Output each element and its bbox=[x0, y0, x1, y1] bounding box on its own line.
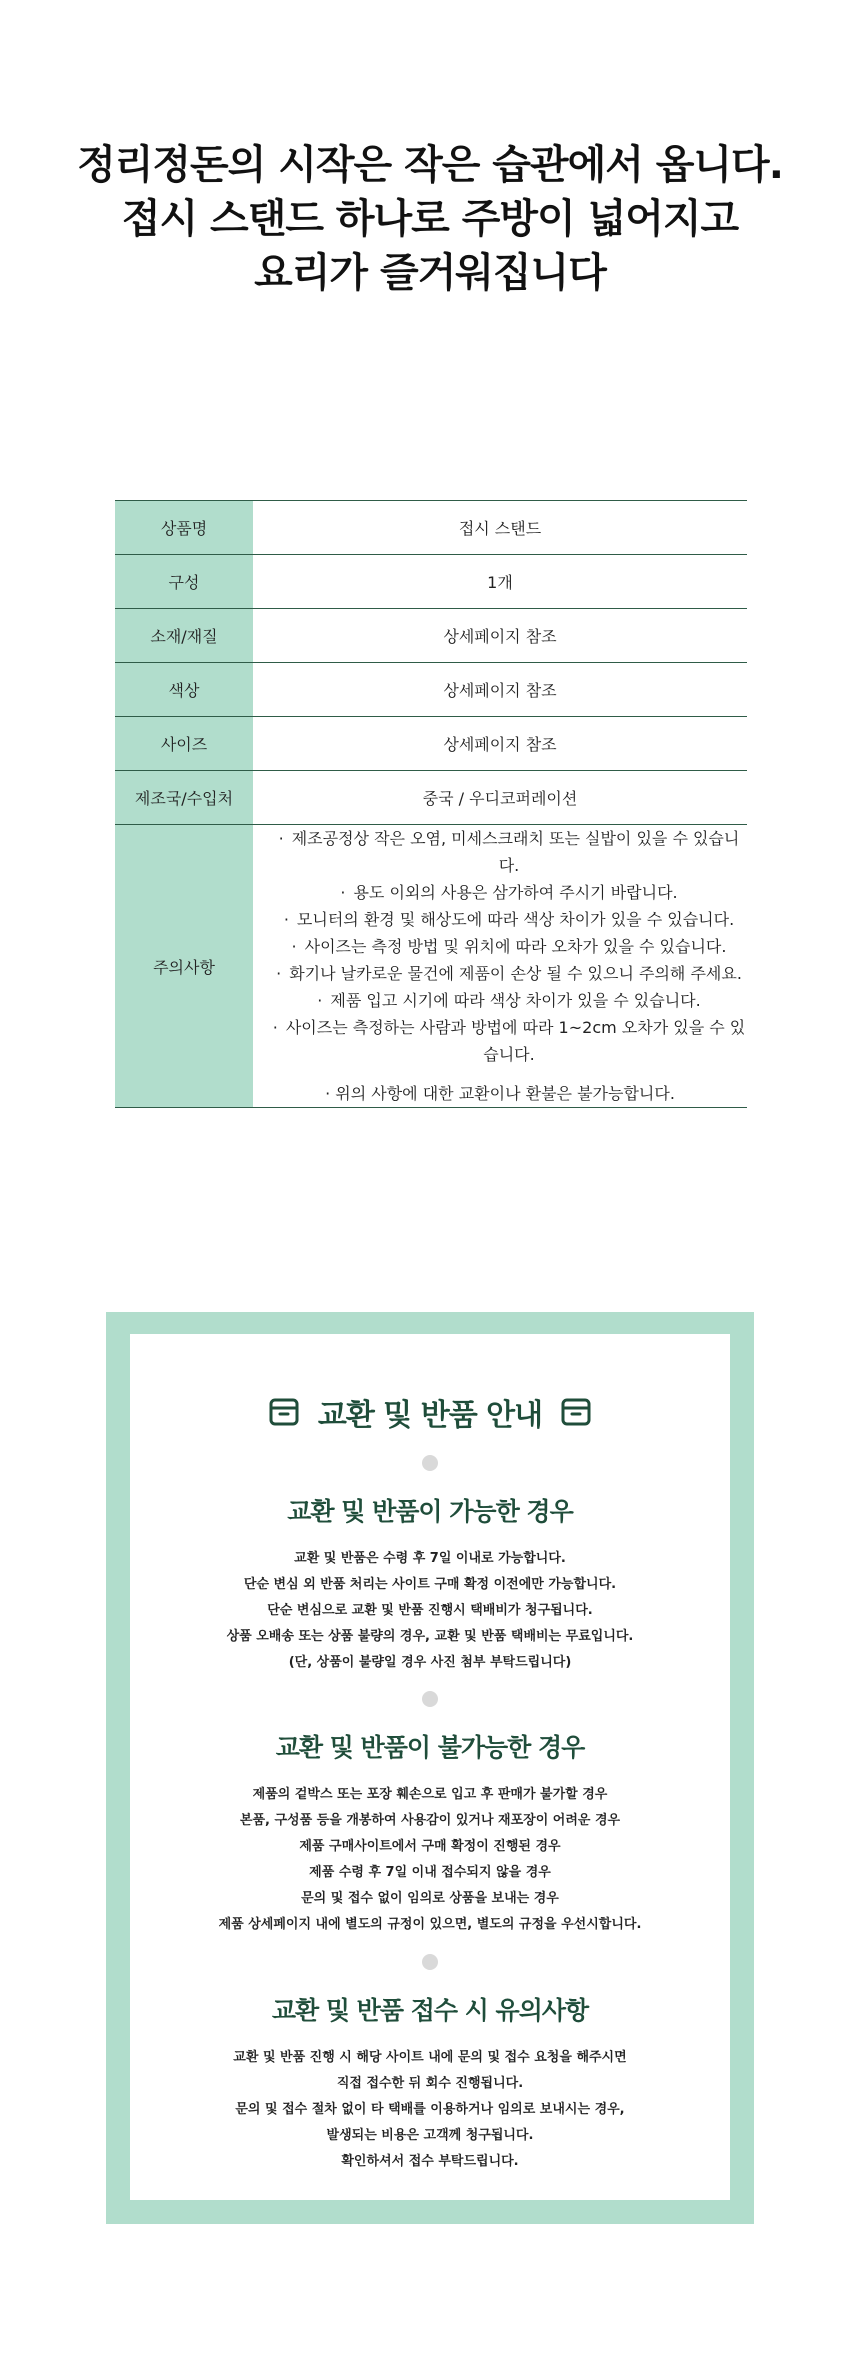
hero-headline bbox=[0, 138, 860, 300]
row-value: 상세페이지 참조 bbox=[253, 663, 747, 717]
section-title: 교환 및 반품 접수 시 유의사항 bbox=[271, 1996, 589, 2025]
section-body bbox=[130, 2045, 730, 2175]
table-row bbox=[115, 555, 747, 609]
row-label: 사이즈 bbox=[115, 717, 253, 771]
table-row bbox=[115, 609, 747, 663]
table-row bbox=[115, 501, 747, 555]
hero-line: 요리가 즐거워집니다 bbox=[254, 250, 606, 296]
notes-footer: · 위의 사항에 대한 교환이나 환불은 불가능합니다. bbox=[325, 1084, 675, 1103]
section-line: 문의 및 접수 없이 임의로 상품을 보내는 경우 bbox=[301, 1891, 559, 1906]
note-item: · 화기나 날카로운 물건에 제품이 손상 될 수 있으니 주의해 주세요. bbox=[271, 960, 747, 987]
section-divider-dot bbox=[422, 1691, 438, 1707]
hero-line: 정리정돈의 시작은 작은 습관에서 옵니다. bbox=[77, 142, 783, 188]
section-line: 본품, 구성품 등을 개봉하여 사용감이 있거나 재포장이 어려운 경우 bbox=[239, 1813, 621, 1828]
section-line: 확인하셔서 접수 부탁드립니다. bbox=[341, 2154, 519, 2169]
section-divider-dot bbox=[422, 1954, 438, 1970]
row-value: 1개 bbox=[253, 555, 747, 609]
section-line: 제품 구매사이트에서 구매 확정이 진행된 경우 bbox=[299, 1839, 561, 1854]
section-line: 문의 및 접수 절차 없이 타 택배를 이용하거나 임의로 보내시는 경우, bbox=[235, 2102, 625, 2117]
section-body bbox=[130, 1782, 730, 1938]
section-line: 발생되는 비용은 고객께 청구됩니다. bbox=[326, 2128, 534, 2143]
section-title: 교환 및 반품이 가능한 경우 bbox=[287, 1497, 573, 1526]
guide-title-row bbox=[130, 1390, 730, 1434]
table-row-notes bbox=[115, 825, 747, 1108]
section-line: 제품 상세페이지 내에 별도의 규정이 있으면, 별도의 규정을 우선시합니다. bbox=[218, 1917, 642, 1932]
row-label: 구성 bbox=[115, 555, 253, 609]
note-item: · 사이즈는 측정 방법 및 위치에 따라 오차가 있을 수 있습니다. bbox=[271, 933, 747, 960]
section-line: 직접 접수한 뒤 회수 진행됩니다. bbox=[336, 2076, 524, 2091]
row-label: 주의사항 bbox=[115, 825, 253, 1108]
section-body bbox=[130, 1546, 730, 1676]
guide-title: 교환 및 반품 안내 bbox=[317, 1398, 543, 1433]
section-title: 교환 및 반품이 불가능한 경우 bbox=[275, 1733, 585, 1762]
section-line: (단, 상품이 불량일 경우 사진 첨부 부탁드립니다) bbox=[288, 1655, 572, 1670]
section-divider-dot bbox=[422, 1455, 438, 1471]
row-value: 상세페이지 참조 bbox=[253, 717, 747, 771]
note-item: · 모니터의 환경 및 해상도에 따라 색상 차이가 있을 수 있습니다. bbox=[271, 906, 747, 933]
row-label: 소재/재질 bbox=[115, 609, 253, 663]
note-item: · 용도 이외의 사용은 삼가하여 주시기 바랍니다. bbox=[271, 879, 747, 906]
row-label: 상품명 bbox=[115, 501, 253, 555]
note-item: · 제품 입고 시기에 따라 색상 차이가 있을 수 있습니다. bbox=[271, 987, 747, 1014]
notes-cell bbox=[253, 825, 747, 1108]
row-value: 접시 스탠드 bbox=[253, 501, 747, 555]
table-row bbox=[115, 663, 747, 717]
note-item: · 제조공정상 작은 오염, 미세스크래치 또는 실밥이 있을 수 있습니다. bbox=[271, 825, 747, 879]
section-line: 상품 오배송 또는 상품 불량의 경우, 교환 및 반품 택배비는 무료입니다. bbox=[226, 1629, 634, 1644]
table-row bbox=[115, 717, 747, 771]
return-guide-frame bbox=[106, 1312, 754, 2224]
section-line: 단순 변심으로 교환 및 반품 진행시 택배비가 청구됩니다. bbox=[267, 1603, 593, 1618]
return-guide-panel bbox=[130, 1334, 730, 2200]
section-line: 교환 및 반품 진행 시 해당 사이트 내에 문의 및 접수 요청을 해주시면 bbox=[233, 2050, 627, 2065]
hero-line: 접시 스탠드 하나로 주방이 넓어지고 bbox=[121, 196, 739, 242]
section-line: 제품의 겉박스 또는 포장 훼손으로 입고 후 판매가 불가할 경우 bbox=[252, 1787, 608, 1802]
row-label: 색상 bbox=[115, 663, 253, 717]
row-value: 상세페이지 참조 bbox=[253, 609, 747, 663]
notes-list bbox=[271, 825, 747, 1068]
box-icon bbox=[560, 1396, 592, 1428]
row-value: 중국 / 우디코퍼레이션 bbox=[253, 771, 747, 825]
row-label: 제조국/수입처 bbox=[115, 771, 253, 825]
section-line: 제품 수령 후 7일 이내 접수되지 않을 경우 bbox=[309, 1865, 551, 1880]
box-icon bbox=[268, 1396, 300, 1428]
section-line: 교환 및 반품은 수령 후 7일 이내로 가능합니다. bbox=[294, 1551, 566, 1566]
table-row bbox=[115, 771, 747, 825]
note-item: · 사이즈는 측정하는 사람과 방법에 따라 1~2cm 오차가 있을 수 있습니다. bbox=[271, 1014, 747, 1068]
section-line: 단순 변심 외 반품 처리는 사이트 구매 확정 이전에만 가능합니다. bbox=[243, 1577, 617, 1592]
product-info-table bbox=[115, 500, 747, 1108]
